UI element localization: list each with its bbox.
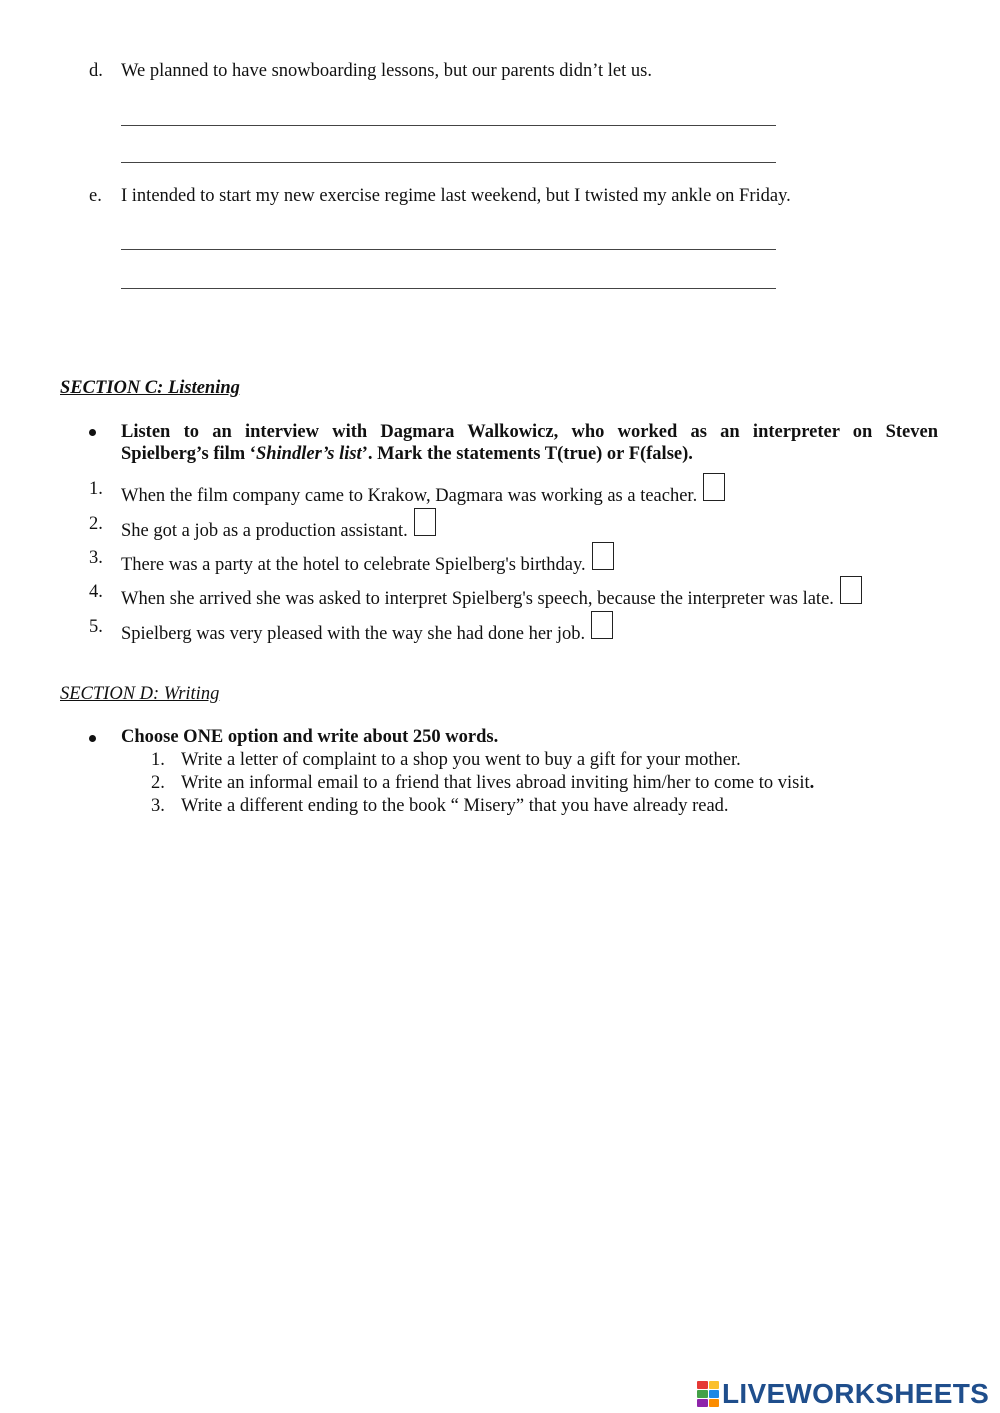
film-title: Shindler’s list [255, 444, 362, 464]
question-letter-e: e. [89, 186, 102, 206]
statement-text: When she arrived she was asked to interpret Spielberg's speech, because the interpreter was late. [121, 589, 834, 609]
logo-block [709, 1381, 720, 1389]
option-number: 3. [151, 796, 165, 816]
writing-option-2 [181, 773, 814, 794]
statement-text: She got a job as a production assistant. [121, 521, 408, 541]
instruction-text-b: ’. Mark the statements T(true) or F(false). [361, 444, 693, 464]
statement-text: When the film company came to Krakow, Dagmara was working as a teacher. [121, 486, 698, 506]
option-number: 1. [151, 750, 165, 770]
section-c-title: SECTION C: Listening [60, 378, 240, 398]
question-text-d: We planned to have snowboarding lessons, but our parents didn’t let us. [121, 61, 652, 81]
statement-number: 5. [89, 617, 103, 637]
section-c-instruction-line2 [121, 444, 693, 465]
instruction-text-a: Spielberg’s film ‘ [121, 444, 256, 464]
answer-line-e-1[interactable] [121, 249, 776, 250]
option-text: Write an informal email to a friend that lives abroad inviting him/her to come to visit [181, 773, 810, 793]
answer-line-e-2[interactable] [121, 288, 776, 289]
answer-box-2[interactable] [414, 508, 436, 536]
statement-5 [121, 617, 613, 645]
question-text-e: I intended to start my new exercise regime last weekend, but I twisted my ankle on Friday. [121, 186, 791, 206]
statement-number: 2. [89, 514, 103, 534]
statement-3 [121, 548, 614, 576]
writing-option-1: Write a letter of complaint to a shop you went to buy a gift for your mother. [181, 750, 741, 770]
option-suffix: . [809, 773, 815, 793]
statement-1 [121, 479, 725, 507]
answer-box-3[interactable] [592, 542, 614, 570]
logo-block [697, 1390, 708, 1398]
logo-block [709, 1399, 720, 1407]
liveworksheets-logo [697, 1378, 989, 1410]
section-c-instruction-line1: Listen to an interview with Dagmara Walkowicz, who worked as an interpreter on Steven [121, 422, 938, 442]
statement-number: 1. [89, 479, 103, 499]
answer-line-d-2[interactable] [121, 162, 776, 163]
section-d-instruction: Choose ONE option and write about 250 words. [121, 727, 499, 747]
answer-box-1[interactable] [703, 473, 725, 501]
writing-option-3: Write a different ending to the book “ Misery” that you have already read. [181, 796, 729, 816]
logo-block [697, 1381, 708, 1389]
answer-line-d-1[interactable] [121, 125, 776, 126]
section-d-title: SECTION D: Writing [60, 684, 220, 704]
statement-2 [121, 514, 436, 542]
logo-block [709, 1390, 720, 1398]
statement-number: 4. [89, 582, 103, 602]
question-letter-d: d. [89, 61, 103, 81]
bullet-icon [89, 735, 96, 742]
answer-box-5[interactable] [591, 611, 613, 639]
statement-number: 3. [89, 548, 103, 568]
logo-mark-icon [697, 1381, 719, 1407]
bullet-icon [89, 429, 96, 436]
answer-box-4[interactable] [840, 576, 862, 604]
statement-text: There was a party at the hotel to celebrate Spielberg's birthday. [121, 555, 586, 575]
statement-text: Spielberg was very pleased with the way she had done her job. [121, 624, 586, 644]
logo-text: LIVEWORKSHEETS [722, 1378, 990, 1409]
logo-block [697, 1399, 708, 1407]
statement-4 [121, 582, 862, 610]
option-number: 2. [151, 773, 165, 793]
